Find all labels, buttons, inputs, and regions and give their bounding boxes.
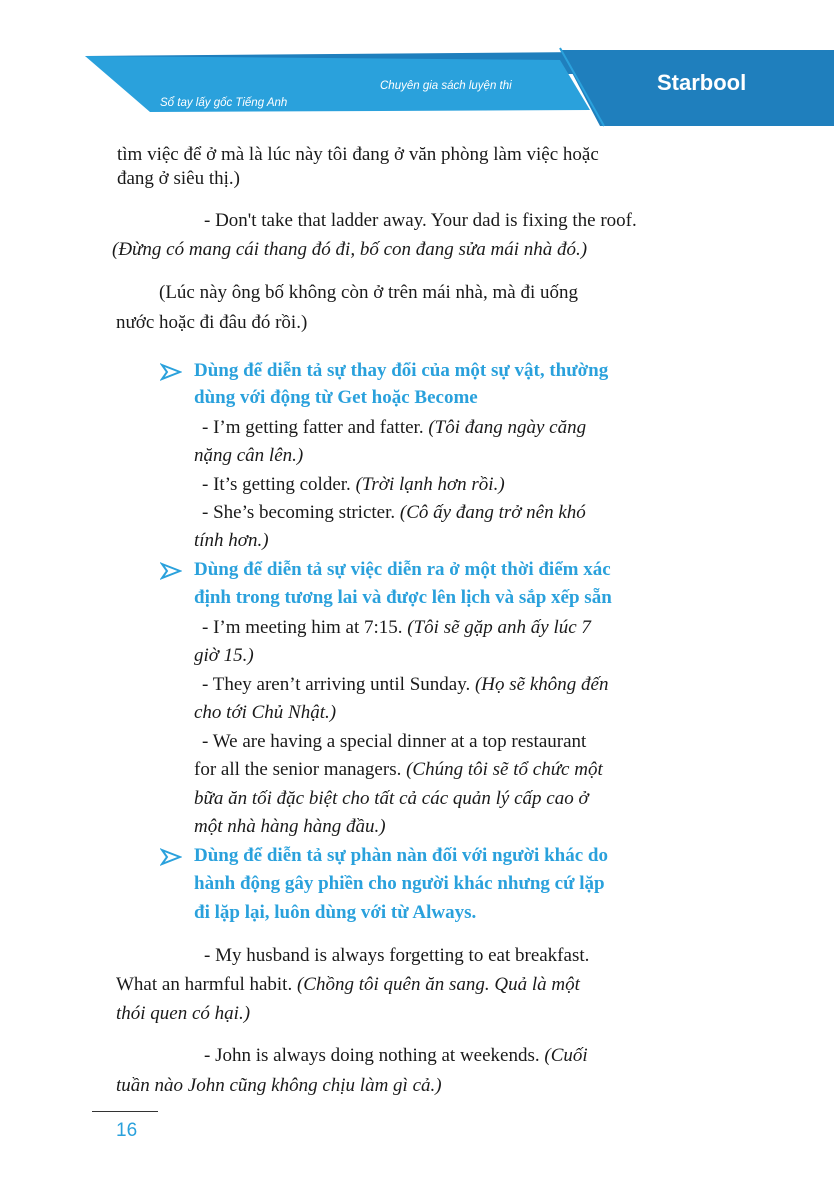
brand-name: Starbool bbox=[657, 70, 747, 95]
bullet-arrow-icon bbox=[160, 363, 182, 381]
example-translation: tuần nào John cũng không chịu làm gì cả.) bbox=[116, 1075, 442, 1096]
page-number: 16 bbox=[116, 1120, 138, 1141]
example-translation: bữa ăn tối đặc biệt cho tất cả các quản lý cấp cao ở bbox=[194, 788, 589, 809]
example-sentence: - John is always doing nothing at weekends. (Cuối bbox=[204, 1045, 588, 1066]
paragraph-line: tìm việc để ở mà là lúc này tôi đang ở văn phòng làm việc hoặc bbox=[117, 144, 599, 165]
footer-rule bbox=[92, 1111, 158, 1112]
example-translation: cho tới Chủ Nhật.) bbox=[194, 702, 337, 723]
tagline: Chuyên gia sách luyện thi bbox=[380, 80, 512, 92]
example-sentence: - We are having a special dinner at a top restaurant bbox=[202, 731, 587, 752]
example-translation: thói quen có hại.) bbox=[116, 1003, 251, 1024]
example-sentence: - It’s getting colder. (Trời lạnh hơn rồi.) bbox=[202, 474, 505, 495]
example-sentence: - Don't take that ladder away. Your dad is fixing the roof. bbox=[204, 210, 637, 231]
example-translation: giờ 15.) bbox=[194, 645, 254, 666]
example-sentence: - I’m getting fatter and fatter. (Tôi đang ngày căng bbox=[202, 417, 587, 438]
example-sentence: - I’m meeting him at 7:15. (Tôi sẽ gặp anh ấy lúc 7 bbox=[202, 617, 591, 638]
star-sphere-icon bbox=[0, 0, 36, 36]
section-heading: hành động gây phiền cho người khác nhưng cứ lặp bbox=[194, 873, 605, 894]
section-heading: Dùng để diễn tả sự thay đổi của một sự vật, thường bbox=[194, 360, 609, 381]
series-title: Sổ tay lấy gốc Tiếng Anh bbox=[160, 97, 288, 109]
section-heading: đi lặp lại, luôn dùng với từ Always. bbox=[194, 902, 477, 923]
bullet-arrow-icon bbox=[160, 562, 182, 580]
example-sentence: What an harmful habit. (Chồng tôi quên ăn sang. Quả là một bbox=[116, 974, 580, 995]
example-sentence: - She’s becoming stricter. (Cô ấy đang trở nên khó bbox=[202, 502, 586, 523]
paragraph-line: (Lúc này ông bố không còn ở trên mái nhà, mà đi uống bbox=[159, 282, 578, 303]
example-sentence: - My husband is always forgetting to eat breakfast. bbox=[204, 945, 590, 966]
bullet-arrow-icon bbox=[160, 848, 182, 866]
page-header bbox=[0, 0, 834, 130]
paragraph-line: đang ở siêu thị.) bbox=[117, 168, 240, 189]
header-band bbox=[0, 0, 834, 130]
example-translation: (Đừng có mang cái thang đó đi, bố con đang sửa mái nhà đó.) bbox=[112, 239, 588, 260]
paragraph-line: nước hoặc đi đâu đó rồi.) bbox=[116, 312, 308, 333]
example-translation: tính hơn.) bbox=[194, 530, 269, 551]
example-translation: nặng cân lên.) bbox=[194, 445, 304, 466]
example-translation: một nhà hàng hàng đầu.) bbox=[194, 816, 386, 837]
section-heading: định trong tương lai và được lên lịch và sắp xếp sẵn bbox=[194, 587, 612, 608]
example-sentence: - They aren’t arriving until Sunday. (Họ sẽ không đến bbox=[202, 674, 609, 695]
section-heading: dùng với động từ Get hoặc Become bbox=[194, 387, 478, 408]
section-heading: Dùng để diễn tả sự phàn nàn đối với người khác do bbox=[194, 845, 608, 866]
example-sentence: for all the senior managers. (Chúng tôi sẽ tổ chức một bbox=[194, 759, 603, 780]
section-heading: Dùng để diễn tả sự việc diễn ra ở một thời điểm xác bbox=[194, 559, 611, 580]
